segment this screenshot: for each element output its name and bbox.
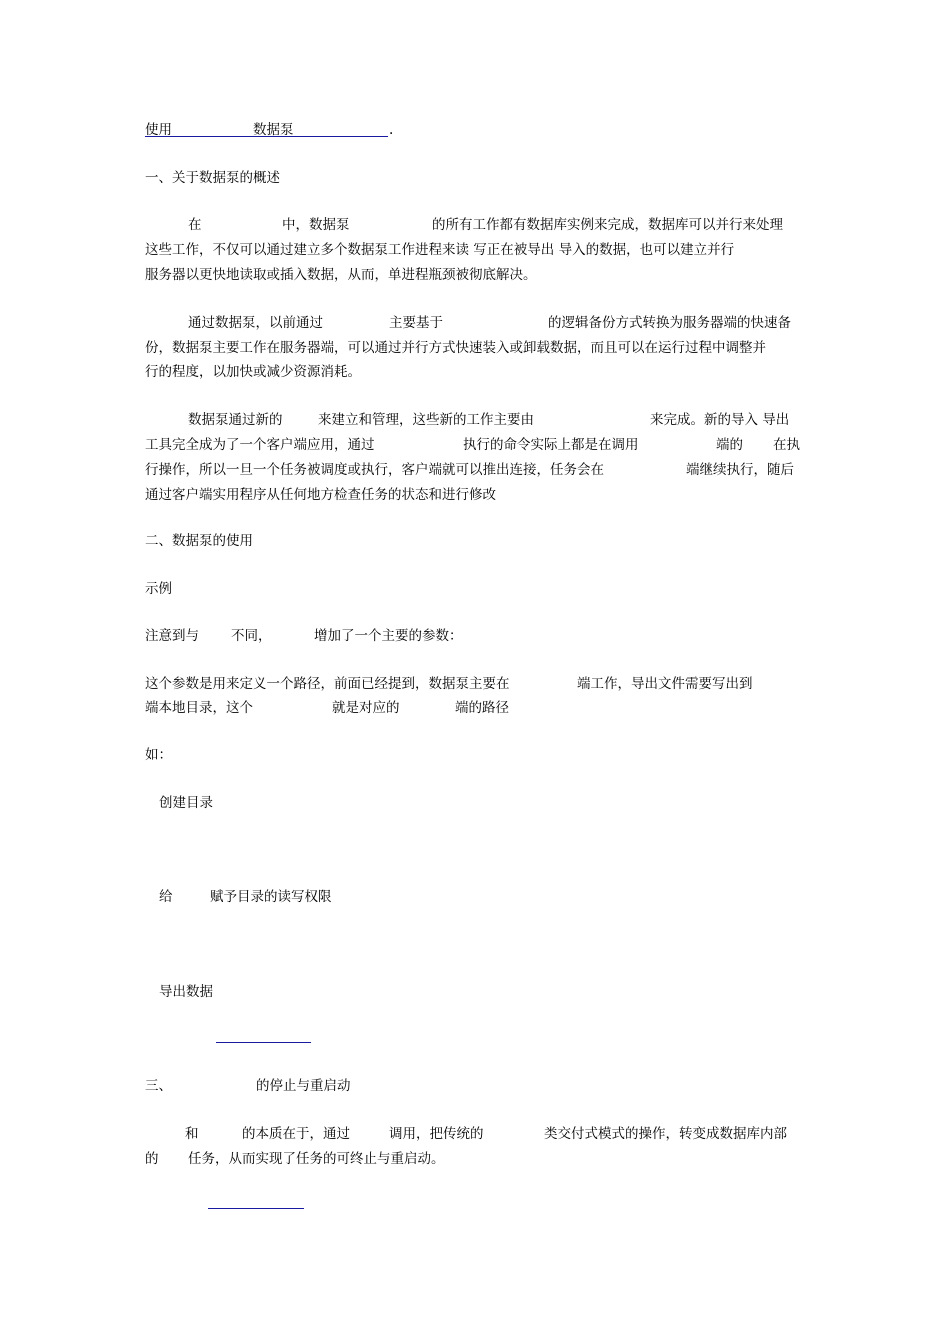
- step-create-directory: 创建目录: [159, 795, 213, 811]
- title-part-1: 使用: [145, 122, 172, 138]
- example-label: 示例: [145, 581, 172, 597]
- paragraph-2-line-2: 份，数据泵主要工作在服务器端，可以通过并行方式快速装入或卸载数据，而且可以在运行过程中调整并: [145, 340, 766, 356]
- link-underline-1[interactable]: [216, 1042, 311, 1043]
- example-intro: 如：: [145, 747, 172, 763]
- title-dot: .: [389, 122, 394, 138]
- section-heading-2: 二、数据泵的使用: [145, 533, 253, 549]
- section-heading-1: 一、关于数据泵的概述: [145, 170, 280, 186]
- paragraph-2-line-3: 行的程度，以加快或减少资源消耗。: [145, 364, 361, 380]
- step-export-data: 导出数据: [159, 984, 213, 1000]
- link-underline-2[interactable]: [208, 1208, 304, 1209]
- title-part-2: 数据泵: [253, 122, 294, 138]
- title-link-underline[interactable]: [145, 136, 388, 137]
- paragraph-1-line-2: 这些工作，不仅可以通过建立多个数据泵工作进程来读 写正在被导出 导入的数据，也可以建立并行: [145, 242, 735, 258]
- paragraph-1-line-3: 服务器以更快地读取或插入数据，从而，单进程瓶颈被彻底解决。: [145, 267, 537, 283]
- paragraph-3-line-4: 通过客户端实用程序从任何地方检查任务的状态和进行修改: [145, 487, 496, 503]
